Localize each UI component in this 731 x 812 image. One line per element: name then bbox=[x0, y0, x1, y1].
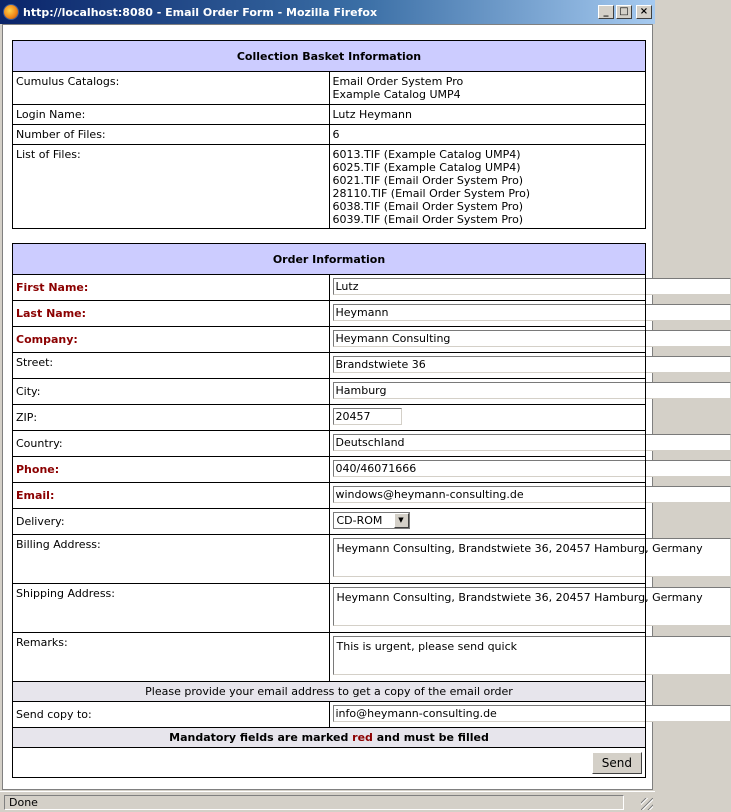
page-content bbox=[2, 24, 703, 790]
status-bar bbox=[0, 791, 655, 812]
send-copy-field[interactable]: info@heymann-consulting.de bbox=[333, 705, 731, 722]
email-field[interactable]: windows@heymann-consulting.de bbox=[333, 486, 731, 503]
company-field[interactable]: Heymann Consulting bbox=[333, 330, 731, 347]
shipping-address-label: Shipping Address: bbox=[13, 584, 330, 633]
basket-header: Collection Basket Information bbox=[13, 41, 646, 72]
company-label: Company: bbox=[13, 327, 330, 353]
catalog-item: Email Order System Pro bbox=[332, 75, 464, 88]
mandatory-note-red-word: red bbox=[352, 731, 373, 744]
delivery-label: Delivery: bbox=[13, 509, 330, 535]
status-text: Done bbox=[4, 795, 624, 810]
order-header: Order Information bbox=[13, 244, 646, 275]
chevron-down-icon[interactable]: ▼ bbox=[394, 513, 409, 528]
delivery-selected-value: CD-ROM bbox=[336, 514, 383, 527]
file-count-label: Number of Files: bbox=[13, 125, 330, 145]
list-item: 28110.TIF (Email Order System Pro) bbox=[332, 187, 531, 200]
list-item: 6021.TIF (Email Order System Pro) bbox=[332, 174, 524, 187]
billing-address-field[interactable]: Heymann Consulting, Brandstwiete 36, 20457 Hamburg, Germany bbox=[333, 538, 731, 577]
basket-table bbox=[12, 40, 646, 229]
last-name-label: Last Name: bbox=[13, 301, 330, 327]
file-list-label: List of Files: bbox=[13, 145, 330, 229]
shipping-address-field[interactable]: Heymann Consulting, Brandstwiete 36, 20457 Hamburg, Germany bbox=[333, 587, 731, 626]
catalog-item: Example Catalog UMP4 bbox=[332, 88, 461, 101]
order-table bbox=[12, 243, 703, 778]
street-label: Street: bbox=[13, 353, 330, 379]
remarks-field[interactable]: This is urgent, please send quick bbox=[333, 636, 731, 675]
maximize-icon[interactable]: □ bbox=[616, 5, 632, 19]
send-row bbox=[13, 748, 646, 778]
copy-note: Please provide your email address to get a copy of the email order bbox=[13, 682, 646, 702]
last-name-field[interactable]: Heymann bbox=[333, 304, 731, 321]
country-label: Country: bbox=[13, 431, 330, 457]
list-item: 6025.TIF (Example Catalog UMP4) bbox=[332, 161, 521, 174]
catalogs-value bbox=[329, 72, 646, 105]
minimize-icon[interactable]: _ bbox=[598, 5, 614, 19]
zip-label: ZIP: bbox=[13, 405, 330, 431]
close-icon[interactable]: × bbox=[636, 5, 652, 19]
city-label: City: bbox=[13, 379, 330, 405]
mandatory-note-after: and must be filled bbox=[372, 731, 489, 744]
file-count-value: 6 bbox=[329, 125, 646, 145]
resize-grip-icon[interactable] bbox=[641, 798, 653, 810]
list-item: 6039.TIF (Email Order System Pro) bbox=[332, 213, 524, 226]
remarks-label: Remarks: bbox=[13, 633, 330, 682]
list-item: 6038.TIF (Email Order System Pro) bbox=[332, 200, 524, 213]
zip-field[interactable]: 20457 bbox=[333, 408, 402, 425]
street-field[interactable]: Brandstwiete 36 bbox=[333, 356, 731, 373]
delivery-select[interactable] bbox=[333, 512, 410, 529]
send-copy-label: Send copy to: bbox=[13, 702, 330, 728]
file-list bbox=[329, 145, 646, 229]
email-label: Email: bbox=[13, 483, 330, 509]
list-item: 6013.TIF (Example Catalog UMP4) bbox=[332, 148, 521, 161]
mandatory-note-before: Mandatory fields are marked bbox=[169, 731, 353, 744]
mandatory-note bbox=[13, 728, 646, 748]
window-controls bbox=[598, 5, 652, 19]
city-field[interactable]: Hamburg bbox=[333, 382, 731, 399]
send-button[interactable]: Send bbox=[592, 752, 642, 774]
phone-label: Phone: bbox=[13, 457, 330, 483]
window-titlebar bbox=[0, 0, 655, 24]
country-field[interactable]: Deutschland bbox=[333, 434, 731, 451]
phone-field[interactable]: 040/46071666 bbox=[333, 460, 731, 477]
first-name-label: First Name: bbox=[13, 275, 330, 301]
login-name-label: Login Name: bbox=[13, 105, 330, 125]
window-title: http://localhost:8080 - Email Order Form - Mozilla Firefox bbox=[23, 5, 378, 19]
login-name-value: Lutz Heymann bbox=[329, 105, 646, 125]
billing-address-label: Billing Address: bbox=[13, 535, 330, 584]
catalogs-label: Cumulus Catalogs: bbox=[13, 72, 330, 105]
firefox-icon bbox=[3, 4, 19, 20]
first-name-field[interactable]: Lutz bbox=[333, 278, 731, 295]
